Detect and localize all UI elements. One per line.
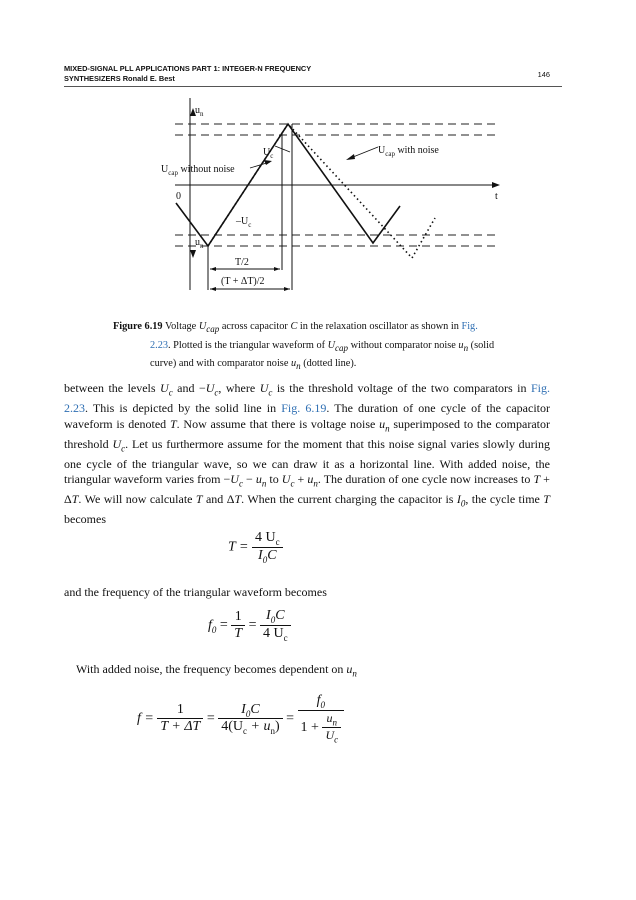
equation-period: T = $\frac{4 U_c}{I_0C}$ bbox=[228, 530, 283, 565]
label-ucap-with-noise: $U_{cap}$ with noise bbox=[378, 145, 439, 158]
text-frequency-intro: and the frequency of the triangular waveform becomes bbox=[64, 585, 327, 599]
time-axis-arrow-icon bbox=[492, 182, 500, 188]
dim-arrow-left-icon bbox=[210, 267, 216, 271]
header-title-line1: MIXED-SIGNAL PLL APPLICATIONS PART 1: INTEGER-N FREQUENCY bbox=[64, 64, 312, 73]
label-t: t bbox=[495, 191, 498, 202]
link-fig-2-23[interactable]: Fig. 2.23 bbox=[64, 381, 550, 415]
header-title-line2: SYNTHESIZERS Ronald E. Best bbox=[64, 73, 175, 83]
running-header bbox=[64, 64, 550, 83]
equation-frequency: $f_0$ = $\frac{1}{T}$ = $\frac{I_0C}{4 U_c}$ bbox=[208, 608, 291, 643]
dim2-arrow-right-icon bbox=[284, 287, 290, 291]
figure-caption: Figure 6.19 Voltage $U_{cap}$ across capacitor C in the relaxation oscillator as shown in Fig. 2.23. Plotted is the triangular waveform of $U_{cap}$ without comparator noise $u_n$ (solid curve) and with comparator noise $u_n$ (dotted line). bbox=[113, 321, 495, 372]
un-bottom-arrow-icon bbox=[190, 250, 196, 258]
ucap-clean-arrow-icon bbox=[264, 160, 272, 165]
text-noise-dependence: With added noise, the frequency becomes dependent on $u_n$ bbox=[76, 662, 357, 679]
figure-6-19 bbox=[161, 98, 510, 296]
label-ucap-without-noise: $U_{cap}$ without noise bbox=[161, 164, 235, 177]
caption-link-2-23[interactable]: 2.23 bbox=[150, 339, 169, 351]
label-neg-uc: $-U_c$ bbox=[236, 216, 252, 229]
caption-label: Figure 6.19 bbox=[113, 321, 163, 332]
label-uc: $U_c$ bbox=[263, 147, 274, 160]
body-paragraph-1: between the levels $U_c$ and $-U_c$, where $U_c$ is the threshold voltage of the two comparators in Fig. 2.23. This is depicted by the solid line in Fig. 6.19. The duration of one cycle of the capacitor waveform is denoted T. Now assume that there is voltage noise $u_n$ superimposed to the comparator threshold $U_c$. Let us furthermore assume for the moment that this noise signal varies slowly during one cycle of the triangular wave, so we can draw it as a horizontal line. With added noise, the triangular waveform varies from $-U_c - u_n$ to $U_c + u_n$. The duration of one cycle now increases to T + ΔT. We will now calculate T and ΔT. When the current charging the capacitor is $I_0$, the cycle time T becomes bbox=[64, 381, 550, 527]
link-fig-6-19[interactable]: Fig. 6.19 bbox=[281, 400, 327, 415]
dim2-arrow-left-icon bbox=[210, 287, 216, 291]
equation-frequency-with-noise: f = $\frac{1}{T + \Delta T}$ = $\frac{I_0C}{4(U_c + u_n)}$ = $f_0$ 1 + $\frac{u_n}{U_c}$ bbox=[137, 693, 344, 745]
label-half-T: T/2 bbox=[235, 257, 249, 268]
dim-arrow-right-icon bbox=[274, 267, 280, 271]
caption-link-fig[interactable]: Fig. bbox=[461, 321, 478, 332]
header-rule bbox=[64, 86, 562, 87]
ucap-noise-arrow-icon bbox=[346, 154, 355, 160]
label-zero: 0 bbox=[176, 191, 181, 202]
label-un-top: $u_n$ bbox=[195, 105, 204, 118]
page-number: 146 bbox=[537, 70, 550, 79]
label-T-plus-dT: (T + ΔT)/2 bbox=[221, 276, 265, 287]
label-un-bottom: $u_n$ bbox=[195, 237, 204, 250]
